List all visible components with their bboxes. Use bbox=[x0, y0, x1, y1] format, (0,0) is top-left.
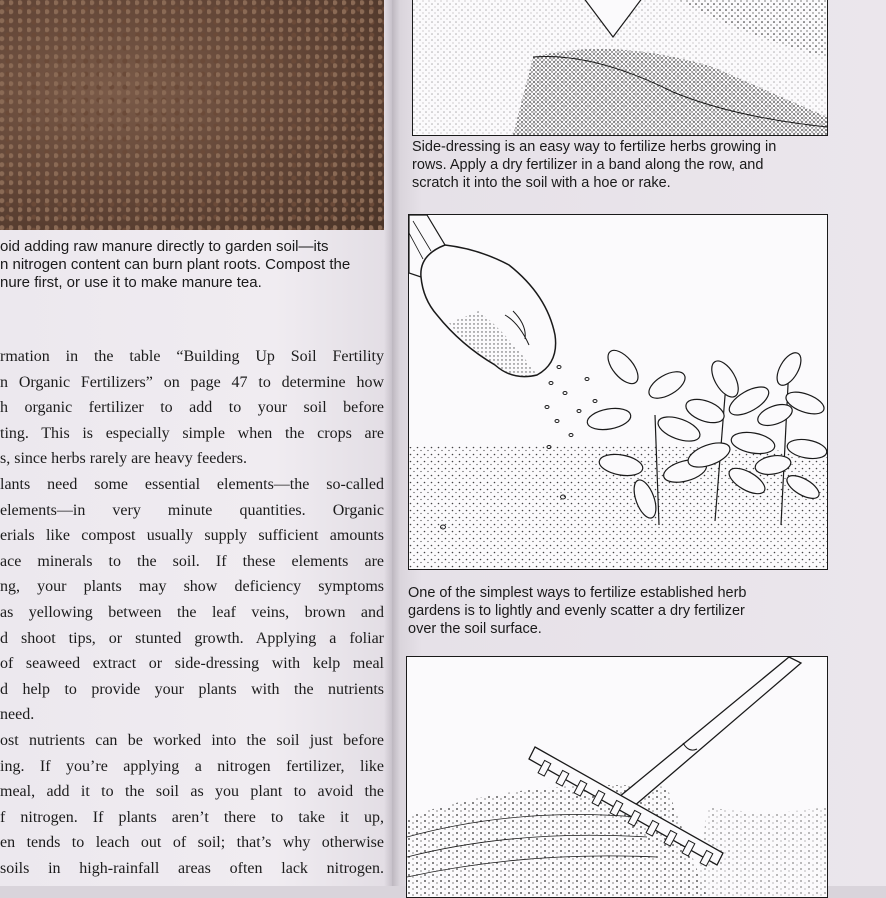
body-line: h organic fertilizer to add to your soil before bbox=[0, 399, 384, 417]
body-line: f nitrogen. If plants aren’t there to take it up, bbox=[0, 808, 384, 826]
rake-illustration bbox=[406, 656, 828, 898]
scatter-fertilizer-illustration bbox=[408, 214, 828, 570]
body-line: lants need some essential elements—the so-called bbox=[0, 475, 384, 493]
body-line: d help to provide your plants with the nutrients bbox=[0, 680, 384, 698]
body-line: ng, your plants may show deficiency symptoms bbox=[0, 578, 384, 596]
body-line: of seaweed extract or side-dressing with kelp meal bbox=[0, 655, 384, 673]
body-line: s, since herbs rarely are heavy feeders. bbox=[0, 450, 247, 468]
photo-caption: oid adding raw manure directly to garden soil—its n nitrogen content can burn plant roots. Compost the nure first, or use it to make manure tea. bbox=[0, 238, 351, 291]
left-page bbox=[0, 0, 392, 886]
body-line: soils in high-rainfall areas often lack nitrogen. bbox=[0, 859, 384, 877]
side-dressing-illustration bbox=[412, 0, 828, 136]
body-line: erials like compost usually supply sufficient amounts bbox=[0, 527, 384, 545]
body-line: ost nutrients can be worked into the soil just before bbox=[0, 731, 384, 749]
soil-photo bbox=[0, 0, 384, 230]
body-line: d shoot tips, or stunted growth. Applying a foliar bbox=[0, 629, 384, 647]
body-line: n Organic Fertilizers” on page 47 to determine how bbox=[0, 373, 384, 391]
body-line: rmation in the table “Building Up Soil Fertility bbox=[0, 348, 384, 365]
scatter-fertilizer-caption: One of the simplest ways to fertilize established herb gardens is to lightly and evenly scatter a dry fertilizer over the soil surface. bbox=[408, 585, 747, 637]
side-dressing-caption: Side-dressing is an easy way to fertilize herbs growing in rows. Apply a dry fertilizer in a band along the row, and scratch it into the soil with a hoe or rake. bbox=[412, 139, 777, 191]
body-text bbox=[0, 344, 384, 881]
body-line: as yellowing between the leaf veins, brown and bbox=[0, 603, 384, 621]
body-line: ace minerals to the soil. If these elements are bbox=[0, 552, 384, 570]
book-gutter bbox=[384, 0, 400, 886]
body-line: ing. If you’re applying a nitrogen fertilizer, like bbox=[0, 757, 384, 775]
body-line: meal, add it to the soil as you plant to avoid the bbox=[0, 783, 384, 801]
body-line: en tends to leach out of soil; that’s why otherwise bbox=[0, 834, 384, 852]
body-line: ting. This is especially simple when the crops are bbox=[0, 424, 384, 442]
body-line: elements—in very minute quantities. Organic bbox=[0, 501, 384, 519]
body-line: need. bbox=[0, 706, 35, 724]
